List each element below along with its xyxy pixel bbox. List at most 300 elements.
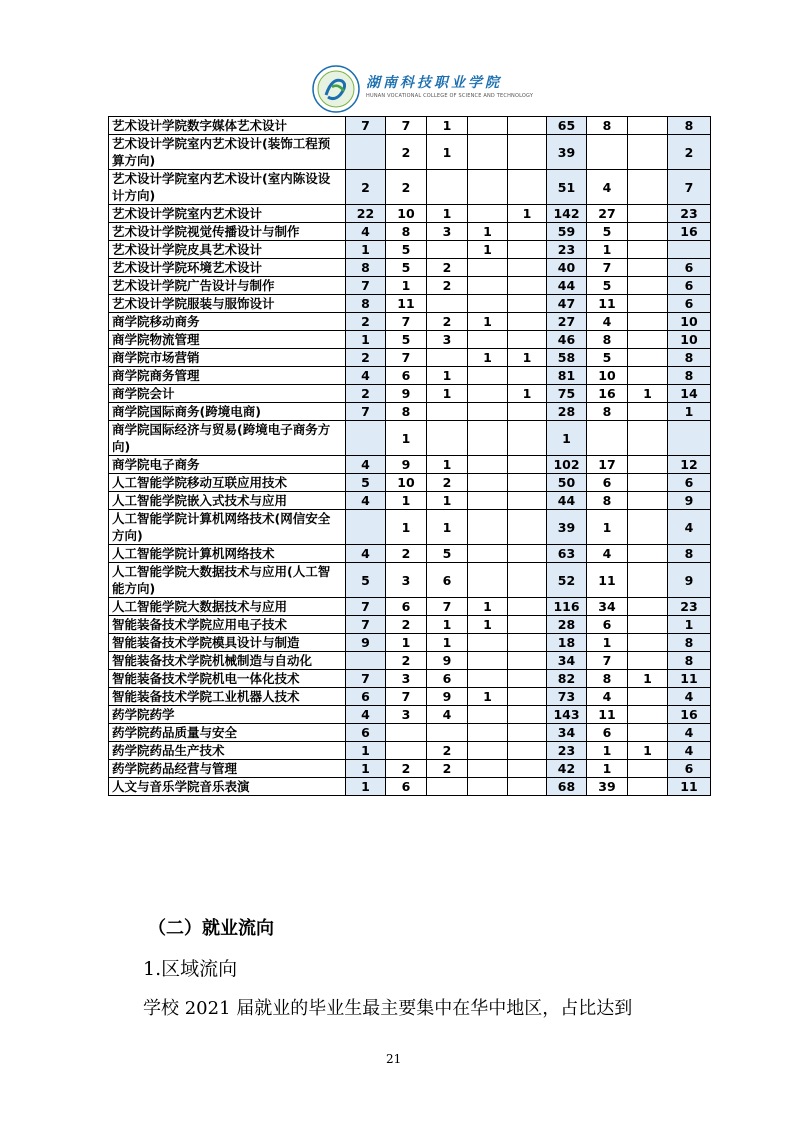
- count-cell: [346, 421, 386, 456]
- count-cell: [508, 616, 547, 634]
- count-cell: 9: [427, 652, 468, 670]
- count-cell: 2: [427, 277, 468, 295]
- count-cell: 39: [547, 510, 587, 545]
- count-cell: 5: [427, 545, 468, 563]
- table-row: [109, 724, 711, 742]
- count-cell: 2: [427, 313, 468, 331]
- count-cell: 2: [346, 349, 386, 367]
- count-cell: 39: [547, 135, 587, 170]
- table-row: [109, 135, 711, 170]
- count-cell: 1: [427, 367, 468, 385]
- count-cell: [427, 724, 468, 742]
- count-cell: 2: [386, 135, 427, 170]
- major-name-cell: 药学院药学: [109, 706, 346, 724]
- count-cell: [427, 241, 468, 259]
- count-cell: 8: [587, 492, 628, 510]
- table-row: [109, 456, 711, 474]
- count-cell: 63: [547, 545, 587, 563]
- count-cell: [628, 421, 668, 456]
- count-cell: 9: [386, 456, 427, 474]
- table-row: [109, 403, 711, 421]
- count-cell: [628, 223, 668, 241]
- count-cell: 7: [587, 652, 628, 670]
- count-cell: [468, 259, 508, 277]
- count-cell: 47: [547, 295, 587, 313]
- count-cell: 1: [628, 670, 668, 688]
- body-paragraph: 学校 2021 届就业的毕业生最主要集中在华中地区，占比达到: [143, 998, 633, 1019]
- count-cell: [508, 670, 547, 688]
- count-cell: 75: [547, 385, 587, 403]
- count-cell: 8: [587, 331, 628, 349]
- count-cell: [628, 545, 668, 563]
- count-cell: 6: [346, 724, 386, 742]
- table-row: [109, 778, 711, 796]
- count-cell: 7: [386, 117, 427, 135]
- count-cell: 7: [386, 313, 427, 331]
- count-cell: 1: [587, 760, 628, 778]
- count-cell: 2: [346, 313, 386, 331]
- major-name-cell: 人工智能学院计算机网络技术: [109, 545, 346, 563]
- table-row: [109, 421, 711, 456]
- count-cell: 18: [547, 634, 587, 652]
- count-cell: 73: [547, 688, 587, 706]
- count-cell: 4: [427, 706, 468, 724]
- count-cell: 6: [587, 474, 628, 492]
- table-row: [109, 563, 711, 598]
- count-cell: [508, 652, 547, 670]
- count-cell: [508, 563, 547, 598]
- count-cell: 1: [468, 223, 508, 241]
- count-cell: [508, 598, 547, 616]
- count-cell: 8: [346, 295, 386, 313]
- count-cell: 8: [587, 403, 628, 421]
- count-cell: 34: [587, 598, 628, 616]
- count-cell: 1: [386, 492, 427, 510]
- count-cell: 1: [346, 331, 386, 349]
- table-row: [109, 670, 711, 688]
- count-cell: 5: [346, 563, 386, 598]
- count-cell: 11: [587, 563, 628, 598]
- count-cell: 8: [386, 223, 427, 241]
- count-cell: 11: [668, 778, 711, 796]
- count-cell: 10: [587, 367, 628, 385]
- count-cell: [628, 135, 668, 170]
- count-cell: [628, 277, 668, 295]
- count-cell: 6: [427, 670, 468, 688]
- count-cell: 16: [668, 223, 711, 241]
- count-cell: 8: [386, 403, 427, 421]
- count-cell: [468, 135, 508, 170]
- count-cell: 1: [346, 760, 386, 778]
- count-cell: 6: [427, 563, 468, 598]
- count-cell: [427, 170, 468, 205]
- count-cell: [508, 170, 547, 205]
- count-cell: [468, 706, 508, 724]
- major-name-cell: 艺术设计学院广告设计与制作: [109, 277, 346, 295]
- count-cell: 2: [427, 742, 468, 760]
- count-cell: 44: [547, 277, 587, 295]
- count-cell: 5: [346, 474, 386, 492]
- count-cell: 2: [386, 760, 427, 778]
- count-cell: 40: [547, 259, 587, 277]
- count-cell: 7: [386, 688, 427, 706]
- count-cell: [427, 778, 468, 796]
- count-cell: 7: [427, 598, 468, 616]
- table-row: [109, 385, 711, 403]
- table-row: [109, 742, 711, 760]
- count-cell: [628, 688, 668, 706]
- count-cell: 1: [427, 616, 468, 634]
- major-name-cell: 商学院电子商务: [109, 456, 346, 474]
- count-cell: 1: [628, 385, 668, 403]
- count-cell: [508, 634, 547, 652]
- count-cell: [468, 778, 508, 796]
- major-name-cell: 智能装备技术学院机电一体化技术: [109, 670, 346, 688]
- count-cell: 44: [547, 492, 587, 510]
- count-cell: 1: [468, 313, 508, 331]
- count-cell: [468, 474, 508, 492]
- table-row: [109, 688, 711, 706]
- count-cell: 8: [668, 349, 711, 367]
- count-cell: 6: [386, 778, 427, 796]
- major-name-cell: 人文与音乐学院音乐表演: [109, 778, 346, 796]
- count-cell: [628, 259, 668, 277]
- count-cell: [468, 510, 508, 545]
- count-cell: 1: [508, 385, 547, 403]
- count-cell: 6: [668, 277, 711, 295]
- major-name-cell: 商学院市场营销: [109, 349, 346, 367]
- major-name-cell: 艺术设计学院皮具艺术设计: [109, 241, 346, 259]
- table-row: [109, 616, 711, 634]
- count-cell: [468, 545, 508, 563]
- table-row: [109, 223, 711, 241]
- page-header: [0, 62, 793, 118]
- table-row: [109, 367, 711, 385]
- count-cell: 5: [587, 349, 628, 367]
- count-cell: [468, 117, 508, 135]
- count-cell: [628, 117, 668, 135]
- count-cell: 12: [668, 456, 711, 474]
- count-cell: [628, 652, 668, 670]
- count-cell: 7: [346, 403, 386, 421]
- count-cell: 14: [668, 385, 711, 403]
- major-name-cell: 人工智能学院大数据技术与应用(人工智能方向): [109, 563, 346, 598]
- major-name-cell: 艺术设计学院数字媒体艺术设计: [109, 117, 346, 135]
- count-cell: 23: [547, 241, 587, 259]
- count-cell: 17: [587, 456, 628, 474]
- subsection-title: 1.区域流向: [143, 958, 238, 980]
- table-row: [109, 634, 711, 652]
- count-cell: 6: [668, 760, 711, 778]
- table-row: [109, 474, 711, 492]
- table-row: [109, 510, 711, 545]
- count-cell: [468, 385, 508, 403]
- count-cell: [468, 652, 508, 670]
- major-name-cell: 艺术设计学院室内艺术设计(室内陈设设计方向): [109, 170, 346, 205]
- count-cell: 1: [427, 135, 468, 170]
- count-cell: 143: [547, 706, 587, 724]
- count-cell: 102: [547, 456, 587, 474]
- count-cell: 4: [346, 367, 386, 385]
- count-cell: 6: [386, 598, 427, 616]
- count-cell: 116: [547, 598, 587, 616]
- count-cell: 1: [427, 205, 468, 223]
- count-cell: 5: [587, 223, 628, 241]
- count-cell: 81: [547, 367, 587, 385]
- count-cell: 4: [668, 742, 711, 760]
- count-cell: 8: [587, 117, 628, 135]
- count-cell: 7: [668, 170, 711, 205]
- count-cell: [508, 456, 547, 474]
- count-cell: [628, 349, 668, 367]
- school-name-en: HUNAN VOCATIONAL COLLEGE OF SCIENCE AND TECHNOLOGY: [366, 93, 534, 99]
- count-cell: 2: [427, 259, 468, 277]
- count-cell: 5: [587, 277, 628, 295]
- count-cell: [508, 492, 547, 510]
- count-cell: [668, 241, 711, 259]
- count-cell: 4: [668, 510, 711, 545]
- major-name-cell: 商学院国际经济与贸易(跨境电子商务方向): [109, 421, 346, 456]
- graduate-destination-table: [108, 116, 711, 796]
- count-cell: 23: [668, 205, 711, 223]
- major-name-cell: 艺术设计学院视觉传播设计与制作: [109, 223, 346, 241]
- table-row: [109, 205, 711, 223]
- count-cell: [628, 563, 668, 598]
- count-cell: 4: [587, 688, 628, 706]
- count-cell: 1: [386, 277, 427, 295]
- count-cell: [468, 760, 508, 778]
- count-cell: 5: [386, 241, 427, 259]
- count-cell: 1: [587, 742, 628, 760]
- table-row: [109, 706, 711, 724]
- count-cell: 6: [668, 259, 711, 277]
- count-cell: 16: [587, 385, 628, 403]
- count-cell: 3: [386, 706, 427, 724]
- count-cell: 2: [386, 616, 427, 634]
- count-cell: [628, 616, 668, 634]
- count-cell: 9: [346, 634, 386, 652]
- count-cell: 68: [547, 778, 587, 796]
- count-cell: 59: [547, 223, 587, 241]
- count-cell: 4: [346, 545, 386, 563]
- count-cell: [628, 205, 668, 223]
- count-cell: 8: [668, 367, 711, 385]
- count-cell: 7: [386, 349, 427, 367]
- count-cell: 1: [468, 241, 508, 259]
- count-cell: 2: [668, 135, 711, 170]
- major-name-cell: 艺术设计学院室内艺术设计: [109, 205, 346, 223]
- count-cell: [508, 259, 547, 277]
- major-name-cell: 艺术设计学院室内艺术设计(装饰工程预算方向): [109, 135, 346, 170]
- count-cell: [587, 421, 628, 456]
- major-name-cell: 艺术设计学院服装与服饰设计: [109, 295, 346, 313]
- count-cell: 1: [508, 349, 547, 367]
- count-cell: 34: [547, 724, 587, 742]
- count-cell: 6: [668, 474, 711, 492]
- count-cell: 4: [587, 313, 628, 331]
- table-row: [109, 170, 711, 205]
- major-name-cell: 药学院药品质量与安全: [109, 724, 346, 742]
- count-cell: 58: [547, 349, 587, 367]
- count-cell: 8: [668, 117, 711, 135]
- count-cell: 10: [386, 474, 427, 492]
- count-cell: [508, 510, 547, 545]
- school-logo-icon: [312, 65, 360, 113]
- count-cell: 2: [346, 170, 386, 205]
- count-cell: 1: [468, 616, 508, 634]
- count-cell: 51: [547, 170, 587, 205]
- count-cell: 7: [587, 259, 628, 277]
- major-name-cell: 人工智能学院大数据技术与应用: [109, 598, 346, 616]
- count-cell: 6: [587, 616, 628, 634]
- count-cell: 1: [668, 403, 711, 421]
- count-cell: 2: [346, 385, 386, 403]
- count-cell: [508, 277, 547, 295]
- count-cell: 7: [346, 670, 386, 688]
- major-name-cell: 药学院药品经营与管理: [109, 760, 346, 778]
- count-cell: 4: [346, 492, 386, 510]
- count-cell: 46: [547, 331, 587, 349]
- count-cell: [468, 331, 508, 349]
- count-cell: 2: [386, 545, 427, 563]
- table-row: [109, 545, 711, 563]
- count-cell: 1: [508, 205, 547, 223]
- count-cell: [468, 492, 508, 510]
- count-cell: 6: [668, 295, 711, 313]
- count-cell: [628, 598, 668, 616]
- count-cell: [468, 205, 508, 223]
- count-cell: 23: [547, 742, 587, 760]
- count-cell: 1: [427, 492, 468, 510]
- count-cell: 142: [547, 205, 587, 223]
- count-cell: 1: [628, 742, 668, 760]
- count-cell: [508, 724, 547, 742]
- count-cell: 8: [668, 545, 711, 563]
- count-cell: [386, 742, 427, 760]
- count-cell: 7: [346, 117, 386, 135]
- major-name-cell: 商学院商务管理: [109, 367, 346, 385]
- count-cell: 7: [346, 598, 386, 616]
- count-cell: [508, 313, 547, 331]
- table-row: [109, 760, 711, 778]
- count-cell: 7: [346, 277, 386, 295]
- count-cell: [468, 670, 508, 688]
- count-cell: 1: [427, 385, 468, 403]
- count-cell: [346, 652, 386, 670]
- count-cell: 4: [346, 223, 386, 241]
- count-cell: 4: [346, 706, 386, 724]
- count-cell: 28: [547, 403, 587, 421]
- count-cell: [427, 349, 468, 367]
- count-cell: [508, 117, 547, 135]
- count-cell: [628, 331, 668, 349]
- count-cell: 10: [386, 205, 427, 223]
- count-cell: [628, 724, 668, 742]
- count-cell: [427, 403, 468, 421]
- count-cell: 11: [668, 670, 711, 688]
- count-cell: [468, 367, 508, 385]
- count-cell: [508, 742, 547, 760]
- count-cell: 1: [587, 241, 628, 259]
- count-cell: 8: [587, 670, 628, 688]
- page-number: 21: [386, 1052, 402, 1066]
- count-cell: [508, 367, 547, 385]
- count-cell: 1: [386, 510, 427, 545]
- count-cell: [628, 367, 668, 385]
- count-cell: 42: [547, 760, 587, 778]
- count-cell: 52: [547, 563, 587, 598]
- major-name-cell: 商学院国际商务(跨境电商): [109, 403, 346, 421]
- count-cell: [427, 421, 468, 456]
- count-cell: 2: [427, 474, 468, 492]
- count-cell: 1: [386, 421, 427, 456]
- count-cell: 6: [346, 688, 386, 706]
- count-cell: 39: [587, 778, 628, 796]
- count-cell: 1: [346, 241, 386, 259]
- count-cell: 1: [346, 742, 386, 760]
- count-cell: [468, 634, 508, 652]
- count-cell: 5: [386, 259, 427, 277]
- count-cell: 34: [547, 652, 587, 670]
- count-cell: [508, 474, 547, 492]
- count-cell: 1: [587, 510, 628, 545]
- major-name-cell: 人工智能学院嵌入式技术与应用: [109, 492, 346, 510]
- count-cell: 4: [587, 170, 628, 205]
- table-row: [109, 295, 711, 313]
- major-name-cell: 商学院会计: [109, 385, 346, 403]
- count-cell: 50: [547, 474, 587, 492]
- count-cell: 10: [668, 313, 711, 331]
- count-cell: 11: [587, 706, 628, 724]
- count-cell: 82: [547, 670, 587, 688]
- count-cell: [628, 241, 668, 259]
- count-cell: 1: [427, 117, 468, 135]
- count-cell: [346, 135, 386, 170]
- count-cell: [386, 724, 427, 742]
- count-cell: 3: [386, 670, 427, 688]
- count-cell: [508, 545, 547, 563]
- table-row: [109, 313, 711, 331]
- count-cell: 3: [427, 331, 468, 349]
- count-cell: 1: [427, 510, 468, 545]
- count-cell: 9: [427, 688, 468, 706]
- count-cell: [628, 634, 668, 652]
- count-cell: [628, 492, 668, 510]
- table-row: [109, 259, 711, 277]
- count-cell: 11: [587, 295, 628, 313]
- count-cell: 27: [587, 205, 628, 223]
- count-cell: [508, 223, 547, 241]
- count-cell: [587, 135, 628, 170]
- count-cell: [668, 421, 711, 456]
- count-cell: 1: [547, 421, 587, 456]
- count-cell: 4: [346, 456, 386, 474]
- major-name-cell: 商学院物流管理: [109, 331, 346, 349]
- count-cell: 23: [668, 598, 711, 616]
- count-cell: 8: [668, 652, 711, 670]
- count-cell: 16: [668, 706, 711, 724]
- count-cell: [468, 421, 508, 456]
- count-cell: [628, 295, 668, 313]
- count-cell: 8: [668, 634, 711, 652]
- count-cell: [427, 295, 468, 313]
- count-cell: [628, 760, 668, 778]
- count-cell: [628, 778, 668, 796]
- count-cell: [628, 313, 668, 331]
- count-cell: 1: [668, 616, 711, 634]
- count-cell: [346, 510, 386, 545]
- table-row: [109, 652, 711, 670]
